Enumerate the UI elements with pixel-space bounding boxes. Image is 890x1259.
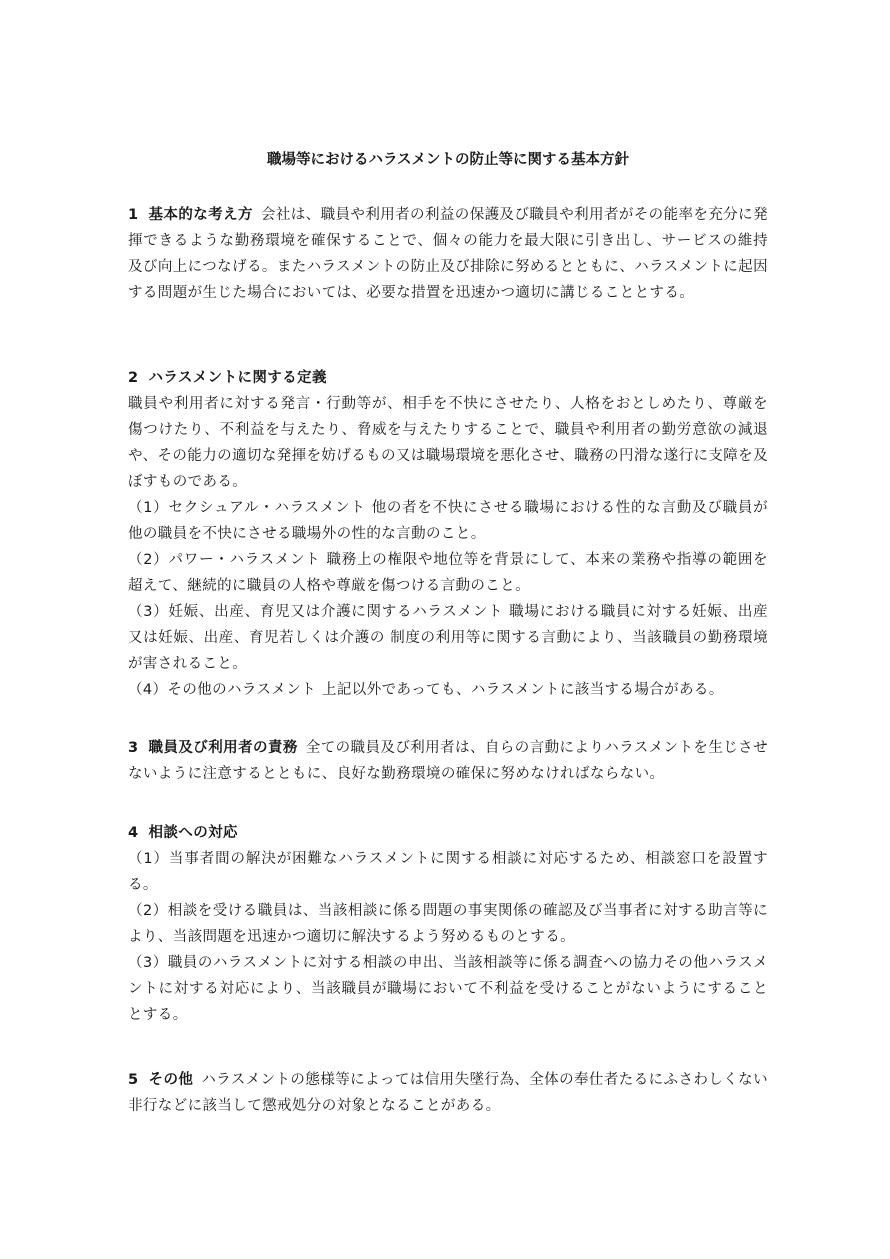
consultation-item: （1）当事者間の解決が困難なハラスメントに関する相談に対応するため、相談窓口を設置する。 <box>128 851 768 893</box>
section-5-number: 5 <box>128 1072 139 1088</box>
section-basic-concept <box>128 202 768 306</box>
definition-text-sexual: 他の者を不快にさせる職場における性的な言動及び職員が他の職員を不快にさせる職場外の性的な言動のこと。 <box>128 500 768 542</box>
definition-item <box>128 495 768 547</box>
section-consultation <box>128 820 768 1028</box>
definition-text-other: 上記以外であっても、ハラスメントに該当する場合がある。 <box>322 682 724 698</box>
definition-item <box>128 547 768 599</box>
section-other <box>128 1067 768 1119</box>
document-title: 職場等におけるハラスメントの防止等に関する基本方針 <box>266 152 630 168</box>
section-responsibilities <box>128 735 768 787</box>
section-1-text: 会社は、職員や利用者の利益の保護及び職員や利用者がその能率を充分に発揮できるような勤務環境を確保することで、個々の能力を最大限に引き出し、サービスの維持及び向上につなげる。またハラスメントの防止及び排除に努めるとともに、ハラスメントに起因する問題が生じた場合においては、必要な措置を迅速かつ適切に講じることとする。 <box>128 207 768 301</box>
section-2-intro: 職員や利用者に対する発言・行動等が、相手を不快にさせたり、人格をおとしめたり、尊厳を傷つけたり、不利益を与えたり、脅威を与えたりすることで、職員や利用者の勤労意欲の減退や、その能力の適切な発揮を妨げるもの又は職場環境を悪化させ、職務の円滑な遂行に支障を及ぼすものである。 <box>128 396 768 490</box>
section-3-text: 全ての職員及び利用者は、自らの言動によりハラスメントを生じさせないように注意するとともに、良好な勤務環境の確保に努めなければならない。 <box>128 740 768 782</box>
section-1-heading: 基本的な考え方 <box>148 207 253 223</box>
definition-text-power: 職務上の権限や地位等を背景にして、本来の業務や指導の範囲を超えて、継続的に職員の人格や尊厳を傷つける言動のこと。 <box>128 552 768 594</box>
section-2-heading-line <box>128 365 768 391</box>
section-2-number: 2 <box>128 370 139 386</box>
definition-item <box>128 677 768 703</box>
definition-label-other: （4）その他のハラスメント <box>128 682 316 698</box>
section-1-number: 1 <box>128 207 139 223</box>
section-5-heading: その他 <box>148 1072 194 1088</box>
section-2-heading: ハラスメントに関する定義 <box>148 370 327 386</box>
definition-item <box>128 599 768 677</box>
definition-label-power: （2）パワー・ハラスメント <box>128 552 321 568</box>
section-3-heading: 職員及び利用者の責務 <box>148 740 298 756</box>
section-5-text: ハラスメントの態様等によっては信用失墜行為、全体の奉仕者たるにふさわしくない非行などに該当して懲戒処分の対象となることがある。 <box>128 1072 769 1114</box>
section-3-paragraph <box>128 735 768 787</box>
section-4-heading: 相談への対応 <box>148 825 238 841</box>
section-3-number: 3 <box>128 740 139 756</box>
section-harassment-definition <box>128 365 768 703</box>
consultation-item: （3）職員のハラスメントに対する相談の申出、当該相談等に係る調査への協力その他ハラスメントに対する対応により、当該職員が職場において不利益を受けることがないようにすることとする。 <box>128 955 768 1023</box>
section-1-paragraph <box>128 202 768 306</box>
definition-label-maternity: （3）妊娠、出産、育児又は介護に関するハラスメント <box>128 604 504 620</box>
consultation-item: （2）相談を受ける職員は、当該相談に係る問題の事実関係の確認及び当事者に対する助言等により、当該問題を迅速かつ適切に解決するよう努めるものとする。 <box>128 903 768 945</box>
section-4-number: 4 <box>128 825 139 841</box>
definition-label-sexual: （1）セクシュアル・ハラスメント <box>128 500 366 516</box>
definition-text-maternity: 職場における職員に対する妊娠、出産又は妊娠、出産、育児若しくは介護の 制度の利用等に関する言動により、当該職員の勤務環境が害されること。 <box>128 604 768 672</box>
section-4-heading-line <box>128 820 768 846</box>
section-5-paragraph <box>128 1067 768 1119</box>
